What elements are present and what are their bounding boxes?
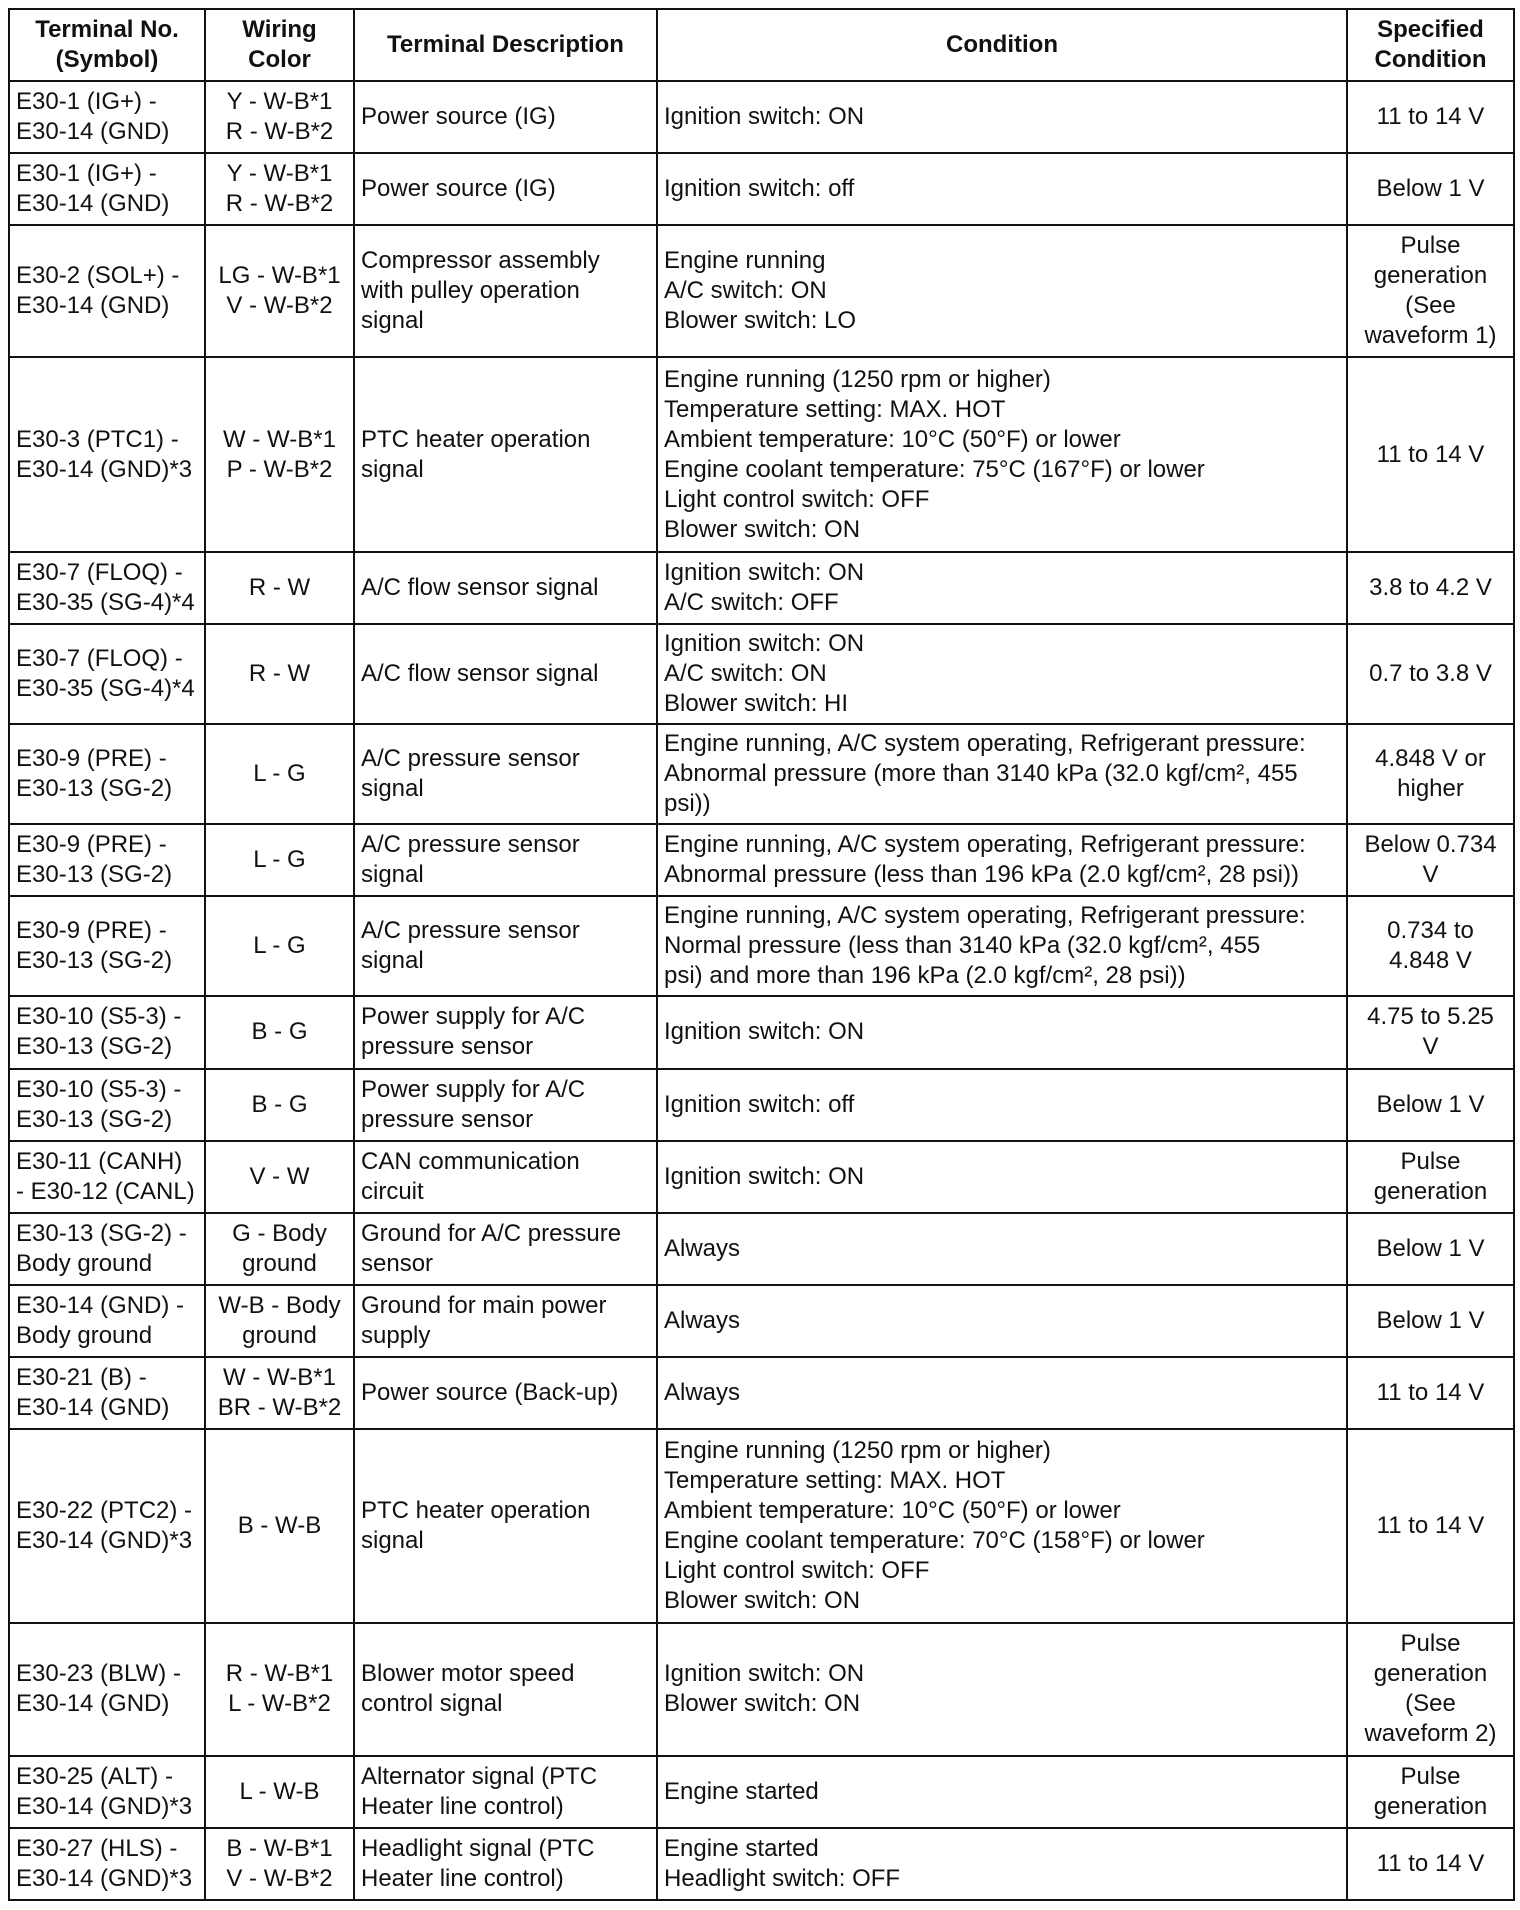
wiring-cell: B - G [205,996,354,1068]
terminal-cell: E30-23 (BLW) - E30-14 (GND) [9,1623,205,1755]
table-row [9,357,1514,551]
description-cell: Power source (IG) [354,153,657,225]
header-specified: Specified Condition [1347,9,1514,81]
terminal-spec-table [8,8,1515,1901]
description-cell: Power source (Back-up) [354,1357,657,1429]
terminal-cell: E30-10 (S5-3) - E30-13 (SG-2) [9,996,205,1068]
table-row [9,153,1514,225]
wiring-cell: R - W-B*1 L - W-B*2 [205,1623,354,1755]
terminal-cell: E30-1 (IG+) - E30-14 (GND) [9,153,205,225]
specified-cell: 11 to 14 V [1347,1828,1514,1900]
wiring-cell: L - W-B [205,1756,354,1828]
terminal-cell: E30-7 (FLOQ) - E30-35 (SG-4)*4 [9,624,205,724]
condition-cell: Ignition switch: ON Blower switch: ON [657,1623,1347,1755]
table-row [9,896,1514,996]
description-cell: A/C pressure sensor signal [354,896,657,996]
wiring-cell: R - W [205,624,354,724]
description-cell: Compressor assembly with pulley operation signal [354,225,657,357]
condition-cell: Ignition switch: ON [657,81,1347,153]
table-row [9,824,1514,896]
condition-cell: Ignition switch: ON [657,1141,1347,1213]
description-cell: Ground for main power supply [354,1285,657,1357]
table-row [9,624,1514,724]
terminal-cell: E30-1 (IG+) - E30-14 (GND) [9,81,205,153]
wiring-cell: B - G [205,1069,354,1141]
description-cell: Power supply for A/C pressure sensor [354,1069,657,1141]
specified-cell: Pulse generation (See waveform 1) [1347,225,1514,357]
table-row [9,1429,1514,1623]
specified-cell: 0.734 to 4.848 V [1347,896,1514,996]
description-cell: Power supply for A/C pressure sensor [354,996,657,1068]
terminal-cell: E30-9 (PRE) - E30-13 (SG-2) [9,824,205,896]
specified-cell: Pulse generation [1347,1756,1514,1828]
description-cell: Power source (IG) [354,81,657,153]
wiring-cell: W - W-B*1 P - W-B*2 [205,357,354,551]
condition-cell: Ignition switch: off [657,1069,1347,1141]
condition-cell: Engine running (1250 rpm or higher) Temperature setting: MAX. HOT Ambient temperature: 10°C (50°F) or lower Engine coolant temperature: 75°C (167°F) or lower Light control switch: OFF Blower switch: ON [657,357,1347,551]
description-cell: PTC heater operation signal [354,1429,657,1623]
table-row [9,81,1514,153]
specified-cell: Below 1 V [1347,153,1514,225]
condition-cell: Engine running (1250 rpm or higher) Temperature setting: MAX. HOT Ambient temperature: 10°C (50°F) or lower Engine coolant temperature: 70°C (158°F) or lower Light control switch: OFF Blower switch: ON [657,1429,1347,1623]
wiring-cell: L - G [205,724,354,824]
terminal-cell: E30-10 (S5-3) - E30-13 (SG-2) [9,1069,205,1141]
terminal-cell: E30-11 (CANH) - E30-12 (CANL) [9,1141,205,1213]
condition-cell: Engine running A/C switch: ON Blower switch: LO [657,225,1347,357]
wiring-cell: V - W [205,1141,354,1213]
terminal-cell: E30-25 (ALT) - E30-14 (GND)*3 [9,1756,205,1828]
terminal-cell: E30-21 (B) - E30-14 (GND) [9,1357,205,1429]
terminal-cell: E30-2 (SOL+) - E30-14 (GND) [9,225,205,357]
table-row [9,1756,1514,1828]
header-row [9,9,1514,81]
specified-cell: 0.7 to 3.8 V [1347,624,1514,724]
condition-cell: Always [657,1213,1347,1285]
table-row [9,1623,1514,1755]
condition-cell: Engine running, A/C system operating, Refrigerant pressure: Abnormal pressure (less than 196 kPa (2.0 kgf/cm², 28 psi)) [657,824,1347,896]
condition-cell: Engine started Headlight switch: OFF [657,1828,1347,1900]
description-cell: Alternator signal (PTC Heater line control) [354,1756,657,1828]
terminal-cell: E30-3 (PTC1) - E30-14 (GND)*3 [9,357,205,551]
table-row [9,225,1514,357]
specified-cell: 4.75 to 5.25 V [1347,996,1514,1068]
description-cell: Blower motor speed control signal [354,1623,657,1755]
terminal-cell: E30-9 (PRE) - E30-13 (SG-2) [9,724,205,824]
table-row [9,724,1514,824]
description-cell: A/C flow sensor signal [354,552,657,624]
table-row [9,996,1514,1068]
wiring-cell: L - G [205,824,354,896]
specified-cell: 11 to 14 V [1347,1429,1514,1623]
wiring-cell: W-B - Body ground [205,1285,354,1357]
description-cell: A/C flow sensor signal [354,624,657,724]
description-cell: Ground for A/C pressure sensor [354,1213,657,1285]
header-condition: Condition [657,9,1347,81]
specified-cell: Pulse generation (See waveform 2) [1347,1623,1514,1755]
terminal-cell: E30-27 (HLS) - E30-14 (GND)*3 [9,1828,205,1900]
specified-cell: Below 1 V [1347,1213,1514,1285]
specified-cell: Below 0.734 V [1347,824,1514,896]
wiring-cell: G - Body ground [205,1213,354,1285]
terminal-cell: E30-7 (FLOQ) - E30-35 (SG-4)*4 [9,552,205,624]
table-row [9,1285,1514,1357]
wiring-cell: B - W-B*1 V - W-B*2 [205,1828,354,1900]
description-cell: Headlight signal (PTC Heater line control) [354,1828,657,1900]
header-wiring: Wiring Color [205,9,354,81]
condition-cell: Ignition switch: ON A/C switch: OFF [657,552,1347,624]
table-row [9,1828,1514,1900]
condition-cell: Always [657,1357,1347,1429]
specified-cell: 3.8 to 4.2 V [1347,552,1514,624]
condition-cell: Always [657,1285,1347,1357]
description-cell: CAN communication circuit [354,1141,657,1213]
specified-cell: 11 to 14 V [1347,81,1514,153]
table-row [9,1357,1514,1429]
description-cell: PTC heater operation signal [354,357,657,551]
wiring-cell: L - G [205,896,354,996]
specified-cell: 11 to 14 V [1347,357,1514,551]
specified-cell: 11 to 14 V [1347,1357,1514,1429]
wiring-cell: B - W-B [205,1429,354,1623]
terminal-cell: E30-22 (PTC2) - E30-14 (GND)*3 [9,1429,205,1623]
condition-cell: Ignition switch: ON A/C switch: ON Blower switch: HI [657,624,1347,724]
condition-cell: Engine started [657,1756,1347,1828]
specified-cell: Below 1 V [1347,1069,1514,1141]
table-row [9,1141,1514,1213]
terminal-cell: E30-13 (SG-2) - Body ground [9,1213,205,1285]
table-row [9,552,1514,624]
header-description: Terminal Description [354,9,657,81]
terminal-cell: E30-9 (PRE) - E30-13 (SG-2) [9,896,205,996]
specified-cell: Below 1 V [1347,1285,1514,1357]
description-cell: A/C pressure sensor signal [354,724,657,824]
condition-cell: Ignition switch: ON [657,996,1347,1068]
wiring-cell: LG - W-B*1 V - W-B*2 [205,225,354,357]
terminal-cell: E30-14 (GND) - Body ground [9,1285,205,1357]
table-row [9,1069,1514,1141]
condition-cell: Ignition switch: off [657,153,1347,225]
condition-cell: Engine running, A/C system operating, Refrigerant pressure: Abnormal pressure (more than 3140 kPa (32.0 kgf/cm², 455 psi)) [657,724,1347,824]
header-terminal: Terminal No. (Symbol) [9,9,205,81]
description-cell: A/C pressure sensor signal [354,824,657,896]
specified-cell: Pulse generation [1347,1141,1514,1213]
wiring-cell: Y - W-B*1 R - W-B*2 [205,153,354,225]
wiring-cell: Y - W-B*1 R - W-B*2 [205,81,354,153]
specified-cell: 4.848 V or higher [1347,724,1514,824]
wiring-cell: W - W-B*1 BR - W-B*2 [205,1357,354,1429]
wiring-cell: R - W [205,552,354,624]
condition-cell: Engine running, A/C system operating, Refrigerant pressure: Normal pressure (less than 3140 kPa (32.0 kgf/cm², 455 psi) and more than 196 kPa (2.0 kgf/cm², 28 psi)) [657,896,1347,996]
table-row [9,1213,1514,1285]
